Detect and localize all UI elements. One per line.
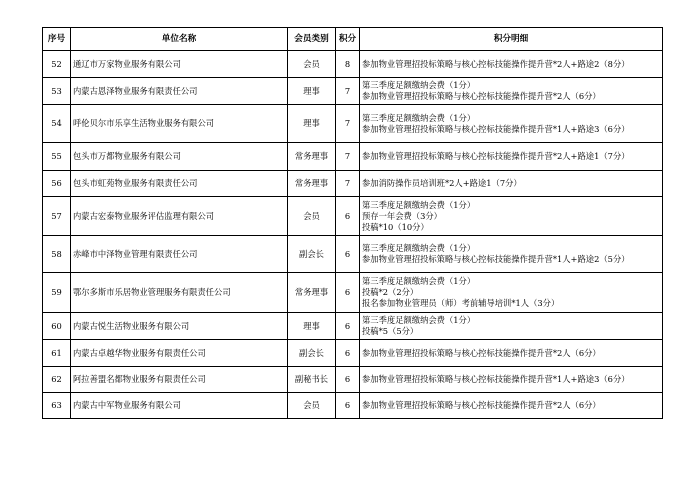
- cell-name: 内蒙古宏泰物业服务评估监理有限公司: [71, 197, 288, 236]
- cell-score: 7: [336, 78, 360, 105]
- cell-type: 副秘书长: [288, 367, 336, 393]
- table-header: [43, 28, 663, 51]
- table-row: [43, 273, 663, 313]
- cell-detail: 第三季度足额缴纳会费（1分） 预存一年会费（3分） 投稿*10（10分）: [360, 197, 663, 236]
- cell-seq: 58: [43, 236, 71, 273]
- cell-score: 7: [336, 143, 360, 171]
- cell-seq: 55: [43, 143, 71, 171]
- cell-name: 通辽市万家物业服务有限公司: [71, 51, 288, 78]
- header-score: 积分: [336, 28, 360, 51]
- cell-name: 包头市虹苑物业服务有限责任公司: [71, 171, 288, 197]
- points-table: [42, 27, 663, 419]
- cell-detail: 参加物业管理招投标策略与核心控标技能操作提升营*2人（6分）: [360, 393, 663, 419]
- cell-seq: 53: [43, 78, 71, 105]
- cell-detail: 参加物业管理招投标策略与核心控标技能操作提升营*2人（6分）: [360, 340, 663, 367]
- cell-score: 6: [336, 273, 360, 313]
- cell-detail: 参加消防操作员培训班*2人+路途1（7分）: [360, 171, 663, 197]
- cell-name: 内蒙古中军物业服务有限公司: [71, 393, 288, 419]
- cell-type: 副会长: [288, 340, 336, 367]
- cell-type: 会员: [288, 51, 336, 78]
- table-body: [43, 51, 663, 419]
- cell-score: 8: [336, 51, 360, 78]
- table-row: [43, 340, 663, 367]
- cell-detail: 第三季度足额缴纳会费（1分） 参加物业管理招投标策略与核心控标技能操作提升营*2人（6分）: [360, 78, 663, 105]
- cell-score: 6: [336, 340, 360, 367]
- cell-seq: 57: [43, 197, 71, 236]
- cell-detail: 第三季度足额缴纳会费（1分） 参加物业管理招投标策略与核心控标技能操作提升营*1人+路途3（6分）: [360, 105, 663, 143]
- cell-score: 7: [336, 171, 360, 197]
- cell-seq: 54: [43, 105, 71, 143]
- cell-type: 常务理事: [288, 143, 336, 171]
- cell-type: 常务理事: [288, 171, 336, 197]
- table-row: [43, 393, 663, 419]
- cell-name: 内蒙古恩泽物业服务有限责任公司: [71, 78, 288, 105]
- cell-name: 包头市万都物业服务有限公司: [71, 143, 288, 171]
- cell-detail: 第三季度足额缴纳会费（1分） 参加物业管理招投标策略与核心控标技能操作提升营*1人+路途2（5分）: [360, 236, 663, 273]
- cell-seq: 52: [43, 51, 71, 78]
- cell-type: 会员: [288, 393, 336, 419]
- cell-name: 阿拉善盟名都物业服务有限责任公司: [71, 367, 288, 393]
- table-row: [43, 171, 663, 197]
- header-name: 单位名称: [71, 28, 288, 51]
- header-detail: 积分明细: [360, 28, 663, 51]
- cell-type: 会员: [288, 197, 336, 236]
- table-row: [43, 367, 663, 393]
- table-row: [43, 313, 663, 340]
- table-row: [43, 105, 663, 143]
- cell-type: 理事: [288, 78, 336, 105]
- table-row: [43, 197, 663, 236]
- table-row: [43, 143, 663, 171]
- cell-detail: 第三季度足额缴纳会费（1分） 投稿*5（5分）: [360, 313, 663, 340]
- cell-seq: 61: [43, 340, 71, 367]
- cell-type: 副会长: [288, 236, 336, 273]
- cell-score: 6: [336, 236, 360, 273]
- table-row: [43, 78, 663, 105]
- cell-score: 6: [336, 393, 360, 419]
- cell-detail: 参加物业管理招投标策略与核心控标技能操作提升营*1人+路途3（6分）: [360, 367, 663, 393]
- cell-detail: 参加物业管理招投标策略与核心控标技能操作提升营*2人+路途2（8分）: [360, 51, 663, 78]
- cell-name: 赤峰市中泽物业管理有限责任公司: [71, 236, 288, 273]
- cell-score: 7: [336, 105, 360, 143]
- cell-name: 鄂尔多斯市乐居物业管理服务有限责任公司: [71, 273, 288, 313]
- cell-seq: 62: [43, 367, 71, 393]
- header-seq: 序号: [43, 28, 71, 51]
- table-row: [43, 236, 663, 273]
- header-type: 会员类别: [288, 28, 336, 51]
- cell-name: 呼伦贝尔市乐享生活物业服务有限公司: [71, 105, 288, 143]
- table-row: [43, 51, 663, 78]
- cell-type: 理事: [288, 105, 336, 143]
- cell-seq: 60: [43, 313, 71, 340]
- cell-type: 常务理事: [288, 273, 336, 313]
- header-row: [43, 28, 663, 51]
- cell-detail: 参加物业管理招投标策略与核心控标技能操作提升营*2人+路途1（7分）: [360, 143, 663, 171]
- cell-type: 理事: [288, 313, 336, 340]
- cell-seq: 59: [43, 273, 71, 313]
- cell-score: 6: [336, 313, 360, 340]
- cell-name: 内蒙古悦生活物业服务有限公司: [71, 313, 288, 340]
- cell-score: 6: [336, 367, 360, 393]
- cell-seq: 56: [43, 171, 71, 197]
- cell-detail: 第三季度足额缴纳会费（1分） 投稿*2（2分） 报名参加物业管理员（师）考前辅导培训*1人（3分）: [360, 273, 663, 313]
- cell-name: 内蒙古卓越华物业服务有限责任公司: [71, 340, 288, 367]
- cell-seq: 63: [43, 393, 71, 419]
- cell-score: 6: [336, 197, 360, 236]
